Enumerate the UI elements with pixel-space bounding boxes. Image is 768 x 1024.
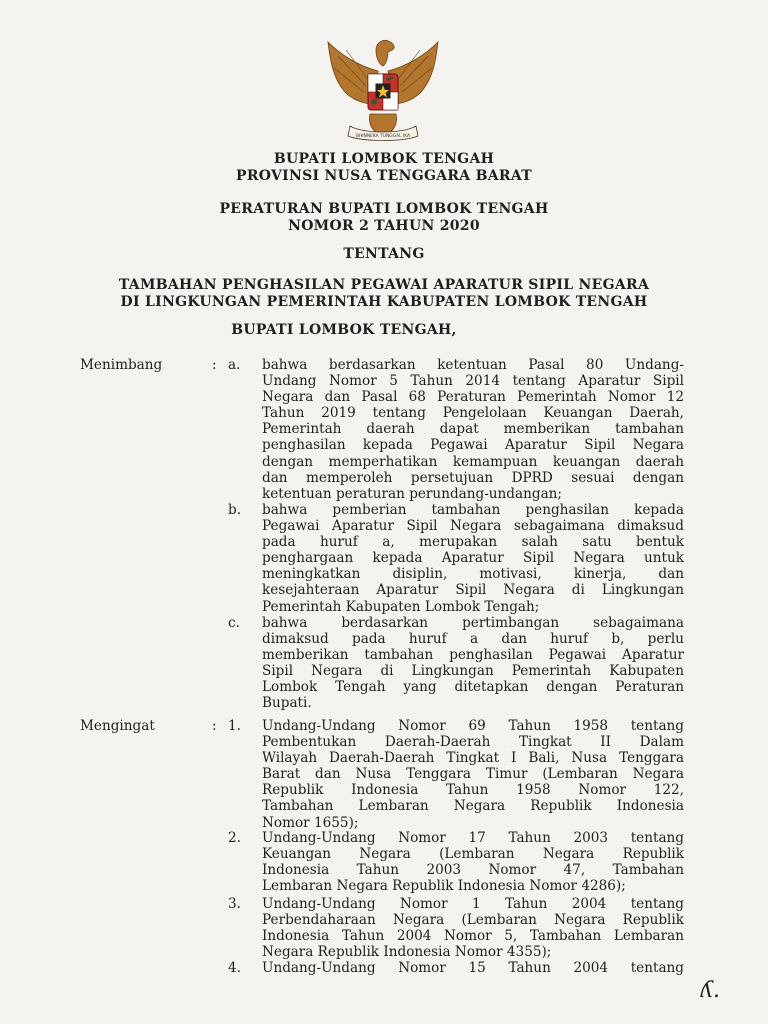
issuer-title: BUPATI LOMBOK TENGAH xyxy=(273,151,495,167)
legal-basis-marker: 4. xyxy=(228,960,241,976)
clause-paragraph: bahwa berdasarkan ketentuan Pasal 80 Undang- Undang Nomor 5 Tahun 2014 tentang Aparatur Sipil Negara dan Pasal 68 Peraturan Pemerintah Nomor 12 Tahun 2019 tentang Pengelolaan Keuangan Daerah, Pemerintah daerah dapat memberikan tambahan penghasilan kepada Pegawai Aparatur Sipil Negara dengan memperhatikan kemampuan keuangan daerah dan memperoleh persetujuan DPRD sesuai dengan ketentuan peraturan perundang-undangan; xyxy=(262,357,684,502)
regulation-number: NOMOR 2 TAHUN 2020 xyxy=(288,218,480,234)
about-label: TENTANG xyxy=(343,246,425,262)
legal-basis-paragraph: Undang-Undang Nomor 69 Tahun 1958 tentang Pembentukan Daerah-Daerah Tingkat II Dalam Wilayah Daerah-Daerah Tingkat I Bali, Nusa Tenggara Barat dan Nusa Tenggara Timur (Lembaran Negara Republik Indonesia Tahun 1958 Nomor 122, Tambahan Lembaran Negara Republik Indonesia Nomor 1655); xyxy=(262,718,684,831)
clause-marker: b. xyxy=(228,502,242,518)
issuer-heading: BUPATI LOMBOK TENGAH, xyxy=(231,322,457,338)
menimbang-label: Menimbang xyxy=(80,357,163,373)
clause-paragraph: bahwa pemberian tambahan penghasilan kepada Pegawai Aparatur Sipil Negara sebagaimana dimaksud pada huruf a, merupakan salah satu bentuk penghargaan kepada Aparatur Sipil Negara untuk meningkatkan disiplin, motivasi, kinerja, dan kesejahteraan Aparatur Sipil Negara di Lingkungan Pemerintah Kabupaten Lombok Tengah; xyxy=(262,502,684,615)
mengingat-label: Mengingat xyxy=(80,718,155,734)
initial-signature: ʎ. xyxy=(700,978,720,1003)
clause-marker: a. xyxy=(228,357,241,373)
mengingat-colon: : xyxy=(212,718,217,734)
clause-paragraph: bahwa berdasarkan pertimbangan sebagaimana dimaksud pada huruf a dan huruf b, perlu memberikan tambahan penghasilan Pegawai Aparatur Sipil Negara di Lingkungan Pemerintah Kabupaten Lombok Tengah yang ditetapkan dengan Peraturan Bupati. xyxy=(262,615,684,712)
svg-text:BHINNEKA TUNGGAL IKA: BHINNEKA TUNGGAL IKA xyxy=(355,134,411,139)
legal-basis-paragraph: Undang-Undang Nomor 15 Tahun 2004 tentang xyxy=(262,960,684,976)
province-title: PROVINSI NUSA TENGGARA BARAT xyxy=(236,168,532,184)
legal-basis-paragraph: Undang-Undang Nomor 17 Tahun 2003 tentang Keuangan Negara (Lembaran Negara Republik Indonesia Tahun 2003 Nomor 47, Tambahan Lembaran Negara Republik Indonesia Nomor 4286); xyxy=(262,830,684,895)
clause-marker: c. xyxy=(228,615,240,631)
menimbang-colon: : xyxy=(212,357,217,373)
legal-basis-marker: 1. xyxy=(228,718,241,734)
legal-basis-marker: 3. xyxy=(228,896,241,912)
legal-basis-paragraph: Undang-Undang Nomor 1 Tahun 2004 tentang Perbendaharaan Negara (Lembaran Negara Republik Indonesia Tahun 2004 Nomor 5, Tambahan Lembaran Negara Republik Indonesia Nomor 4355); xyxy=(262,896,684,961)
garuda-emblem-icon xyxy=(318,36,448,146)
subject-line-1: TAMBAHAN PENGHASILAN PEGAWAI APARATUR SIPIL NEGARA xyxy=(118,277,650,293)
regulation-title: PERATURAN BUPATI LOMBOK TENGAH xyxy=(219,201,549,217)
legal-basis-marker: 2. xyxy=(228,830,241,846)
subject-line-2: DI LINGKUNGAN PEMERINTAH KABUPATEN LOMBOK TENGAH xyxy=(120,294,648,310)
